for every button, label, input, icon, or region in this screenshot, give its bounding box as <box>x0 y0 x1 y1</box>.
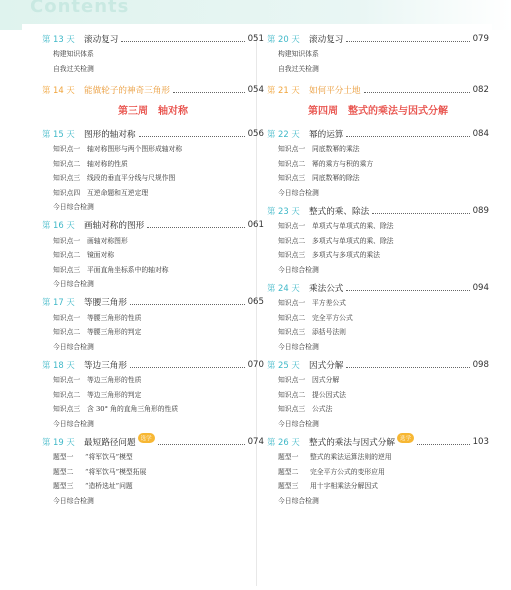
daily-check: 今日综合检测 <box>278 419 319 428</box>
entry-title: 整式的乘法与因式分解 <box>309 437 395 448</box>
knowledge-point: 知识点二 等边三角形的判定 <box>53 390 142 399</box>
knowledge-point: 知识点一 画轴对称图形 <box>53 236 128 245</box>
toc-entry-day20[interactable] <box>267 30 489 47</box>
knowledge-point: 知识点三 线段的垂直平分线与尺规作图 <box>53 174 176 182</box>
daily-check: 今日综合检测 <box>53 280 94 288</box>
page-number: 074 <box>247 436 264 447</box>
toc-entry-day24[interactable] <box>267 279 489 296</box>
sub-entry: 构建知识体系 <box>53 50 94 58</box>
page-number: 089 <box>472 205 489 216</box>
knowledge-point: 知识点一 轴对称图形与两个图形成轴对称 <box>53 145 183 153</box>
knowledge-point: 知识点一 因式分解 <box>278 376 340 384</box>
daily-check: 今日综合检测 <box>53 419 94 428</box>
day-badge: 第 18 天 <box>42 359 75 370</box>
question-type: 题型一 整式的乘法运算法则的逆用 <box>278 453 392 461</box>
toc-left-column <box>42 30 264 508</box>
leader-dots <box>130 303 245 305</box>
day-badge: 第 23 天 <box>267 205 300 216</box>
entry-title: 幂的运算 <box>309 129 344 140</box>
toc-entry-day14[interactable] <box>42 81 264 98</box>
knowledge-point: 知识点三 平面直角坐标系中的轴对称 <box>53 265 169 274</box>
knowledge-point: 知识点三 含 30° 角的直角三角形的性质 <box>53 405 179 413</box>
toc-entry-day16[interactable] <box>42 217 264 234</box>
page-number: 061 <box>247 220 264 230</box>
toc-entry-day15[interactable] <box>42 125 264 142</box>
leader-dots <box>158 443 245 445</box>
toc-entry-day26[interactable] <box>267 433 489 450</box>
day-badge: 第 24 天 <box>267 282 300 293</box>
toc-entry-day25[interactable] <box>267 356 489 373</box>
entry-title: 画轴对称的图形 <box>84 221 145 231</box>
daily-check: 今日综合检测 <box>53 342 94 351</box>
knowledge-point: 知识点三 添括号法则 <box>278 328 346 336</box>
contents-banner-text: Contents <box>30 0 130 17</box>
knowledge-point: 知识点二 幂的乘方与积的乘方 <box>278 159 374 168</box>
page-number: 079 <box>472 33 489 44</box>
day-badge: 第 22 天 <box>267 128 300 139</box>
question-type: 题型二 “将军饮马”模型拓展 <box>53 467 147 476</box>
toc-entry-day23[interactable] <box>267 202 489 219</box>
entry-title: 整式的乘、除法 <box>309 206 370 217</box>
day-badge: 第 14 天 <box>42 84 75 95</box>
knowledge-point: 知识点一 平方差公式 <box>278 299 346 307</box>
knowledge-point: 知识点一 等腰三角形的性质 <box>53 313 142 322</box>
week-heading: 第四周 整式的乘法与因式分解 <box>308 106 448 117</box>
leader-dots <box>417 443 470 445</box>
entry-title: 滚动复习 <box>309 34 344 45</box>
toc-entry-day21[interactable] <box>267 81 489 98</box>
week-heading: 第三周 轴对称 <box>118 106 188 117</box>
leader-dots <box>121 40 244 42</box>
entry-title: 能做轮子的神奇三角形 <box>84 85 170 96</box>
knowledge-point: 知识点三 公式法 <box>278 405 333 413</box>
leader-dots <box>139 135 245 137</box>
knowledge-point: 知识点一 等边三角形的性质 <box>53 376 142 384</box>
entry-title: 等腰三角形 <box>84 298 127 308</box>
day-badge: 第 21 天 <box>267 84 300 95</box>
day-badge: 第 13 天 <box>42 33 75 44</box>
knowledge-point: 知识点三 同底数幂的除法 <box>278 174 360 182</box>
entry-title: 图形的轴对称 <box>84 129 136 140</box>
page-number: 103 <box>472 436 489 447</box>
daily-check: 今日综合检测 <box>278 496 319 505</box>
question-type: 题型三 “造桥选址”问题 <box>53 482 133 490</box>
knowledge-point: 知识点二 提公因式法 <box>278 390 346 399</box>
leader-dots <box>173 91 245 93</box>
leader-dots <box>372 212 469 214</box>
daily-check: 今日综合检测 <box>53 203 94 211</box>
page-number: 098 <box>472 359 489 370</box>
day-badge: 第 15 天 <box>42 128 75 139</box>
toc-entry-day19[interactable] <box>42 433 264 450</box>
knowledge-point: 知识点二 镜面对称 <box>53 251 115 259</box>
entry-title: 等边三角形 <box>84 360 127 371</box>
page-number: 070 <box>247 359 264 370</box>
question-type: 题型三 用十字相乘法分解因式 <box>278 482 378 490</box>
knowledge-point: 知识点四 互逆命题和互逆定理 <box>53 188 149 197</box>
leader-dots <box>364 91 470 93</box>
toc-right-column <box>267 30 489 508</box>
entry-title: 乘法公式 <box>309 283 344 294</box>
page-number: 094 <box>472 282 489 293</box>
question-type: 题型二 完全平方公式的变形应用 <box>278 467 385 476</box>
knowledge-point: 知识点二 多项式与单项式的乘、除法 <box>278 236 394 245</box>
entry-title: 因式分解 <box>309 360 344 371</box>
knowledge-point: 知识点三 多项式与多项式的乘法 <box>278 251 380 259</box>
leader-dots <box>346 135 469 137</box>
leader-dots <box>346 289 469 291</box>
page-number: 051 <box>247 33 264 44</box>
page-number: 082 <box>472 84 489 95</box>
page-number: 084 <box>472 128 489 139</box>
question-type: 题型一 “将军饮马”模型 <box>53 453 133 461</box>
daily-check: 今日综合检测 <box>278 265 319 274</box>
day-badge: 第 25 天 <box>267 359 300 370</box>
day-badge: 第 16 天 <box>42 220 75 230</box>
day-badge: 第 19 天 <box>42 436 75 447</box>
day-badge: 第 26 天 <box>267 436 300 447</box>
leader-dots <box>147 226 244 228</box>
sub-entry: 构建知识体系 <box>278 50 319 58</box>
page-number: 065 <box>247 297 264 307</box>
page-number: 056 <box>247 128 264 139</box>
knowledge-point: 知识点二 完全平方公式 <box>278 313 353 322</box>
knowledge-point: 知识点一 单项式与单项式的乘、除法 <box>278 222 394 230</box>
entry-title: 滚动复习 <box>84 34 119 45</box>
toc-entry-day18[interactable] <box>42 356 264 373</box>
daily-check: 今日综合检测 <box>278 342 319 351</box>
daily-check: 今日综合检测 <box>278 188 319 197</box>
optional-tag: 选学 <box>397 433 414 443</box>
knowledge-point: 知识点二 等腰三角形的判定 <box>53 328 142 336</box>
entry-title: 最短路径问题 <box>84 437 136 448</box>
optional-tag: 选学 <box>138 433 155 443</box>
sub-entry: 自我过关检测 <box>278 64 319 73</box>
toc-entry-day22[interactable] <box>267 125 489 142</box>
leader-dots <box>346 366 469 368</box>
day-badge: 第 17 天 <box>42 297 75 307</box>
leader-dots <box>130 366 245 368</box>
toc-page <box>22 24 492 590</box>
knowledge-point: 知识点一 同底数幂的乘法 <box>278 145 360 153</box>
leader-dots <box>346 40 469 42</box>
daily-check: 今日综合检测 <box>53 496 94 505</box>
toc-entry-day13[interactable] <box>42 30 264 47</box>
toc-entry-day17[interactable] <box>42 294 264 311</box>
knowledge-point: 知识点二 轴对称的性质 <box>53 159 128 168</box>
sub-entry: 自我过关检测 <box>53 64 94 73</box>
entry-title: 如何平分土地 <box>309 85 361 96</box>
page-number: 054 <box>247 84 264 95</box>
day-badge: 第 20 天 <box>267 33 300 44</box>
